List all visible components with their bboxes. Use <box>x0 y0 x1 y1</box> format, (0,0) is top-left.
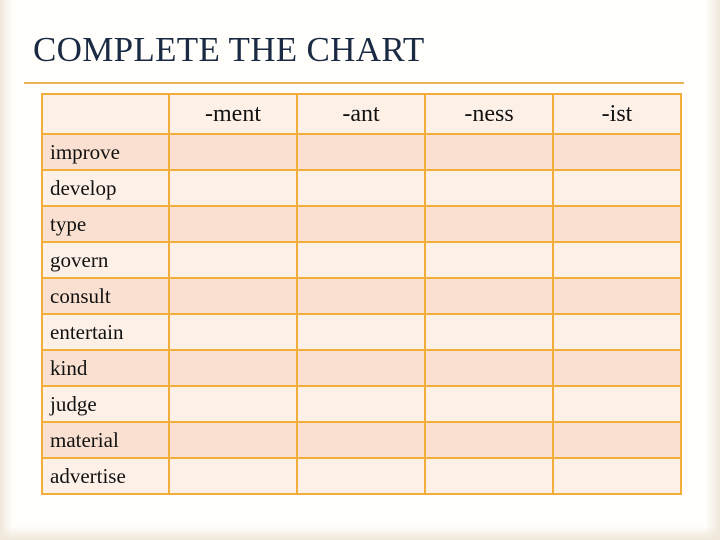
answer-cell-ist[interactable] <box>553 314 681 350</box>
answer-cell-ant[interactable] <box>297 314 425 350</box>
answer-cell-ment[interactable] <box>169 134 297 170</box>
answer-cell-ness[interactable] <box>425 458 553 494</box>
word-cell: judge <box>42 386 169 422</box>
corner-cell <box>42 94 169 134</box>
table-row <box>42 134 681 170</box>
answer-cell-ant[interactable] <box>297 206 425 242</box>
table-row <box>42 242 681 278</box>
answer-cell-ment[interactable] <box>169 386 297 422</box>
answer-cell-ness[interactable] <box>425 206 553 242</box>
answer-cell-ant[interactable] <box>297 170 425 206</box>
answer-cell-ist[interactable] <box>553 134 681 170</box>
answer-cell-ness[interactable] <box>425 422 553 458</box>
answer-cell-ment[interactable] <box>169 422 297 458</box>
answer-cell-ness[interactable] <box>425 170 553 206</box>
word-cell: govern <box>42 242 169 278</box>
answer-cell-ment[interactable] <box>169 458 297 494</box>
answer-cell-ness[interactable] <box>425 278 553 314</box>
answer-cell-ness[interactable] <box>425 134 553 170</box>
answer-cell-ist[interactable] <box>553 278 681 314</box>
table-row <box>42 170 681 206</box>
answer-cell-ment[interactable] <box>169 350 297 386</box>
suffix-header-ment: -ment <box>169 94 297 134</box>
suffix-header-ness: -ness <box>425 94 553 134</box>
answer-cell-ness[interactable] <box>425 242 553 278</box>
answer-cell-ant[interactable] <box>297 386 425 422</box>
slide-frame-left <box>0 0 12 540</box>
table-row <box>42 458 681 494</box>
table-row <box>42 206 681 242</box>
answer-cell-ist[interactable] <box>553 422 681 458</box>
answer-cell-ment[interactable] <box>169 206 297 242</box>
answer-cell-ness[interactable] <box>425 350 553 386</box>
word-formation-table <box>41 93 682 495</box>
word-cell: develop <box>42 170 169 206</box>
header-row <box>42 94 681 134</box>
word-cell: improve <box>42 134 169 170</box>
answer-cell-ant[interactable] <box>297 350 425 386</box>
table-row <box>42 350 681 386</box>
answer-cell-ment[interactable] <box>169 314 297 350</box>
answer-cell-ant[interactable] <box>297 242 425 278</box>
word-cell: kind <box>42 350 169 386</box>
answer-cell-ist[interactable] <box>553 206 681 242</box>
answer-cell-ant[interactable] <box>297 458 425 494</box>
answer-cell-ant[interactable] <box>297 422 425 458</box>
slide-frame-bottom <box>0 526 720 540</box>
suffix-header-ant: -ant <box>297 94 425 134</box>
answer-cell-ant[interactable] <box>297 278 425 314</box>
answer-cell-ist[interactable] <box>553 242 681 278</box>
word-cell: consult <box>42 278 169 314</box>
answer-cell-ment[interactable] <box>169 242 297 278</box>
table-row <box>42 314 681 350</box>
slide-title: COMPLETE THE CHART <box>33 30 425 69</box>
word-cell: type <box>42 206 169 242</box>
answer-cell-ist[interactable] <box>553 350 681 386</box>
answer-cell-ist[interactable] <box>553 386 681 422</box>
table-row <box>42 422 681 458</box>
word-cell: material <box>42 422 169 458</box>
table-row <box>42 278 681 314</box>
answer-cell-ist[interactable] <box>553 458 681 494</box>
slide-frame-right <box>706 0 720 540</box>
answer-cell-ment[interactable] <box>169 278 297 314</box>
word-cell: entertain <box>42 314 169 350</box>
answer-cell-ant[interactable] <box>297 134 425 170</box>
suffix-header-ist: -ist <box>553 94 681 134</box>
answer-cell-ment[interactable] <box>169 170 297 206</box>
title-underline <box>24 82 684 84</box>
answer-cell-ness[interactable] <box>425 386 553 422</box>
word-cell: advertise <box>42 458 169 494</box>
answer-cell-ness[interactable] <box>425 314 553 350</box>
table-row <box>42 386 681 422</box>
answer-cell-ist[interactable] <box>553 170 681 206</box>
